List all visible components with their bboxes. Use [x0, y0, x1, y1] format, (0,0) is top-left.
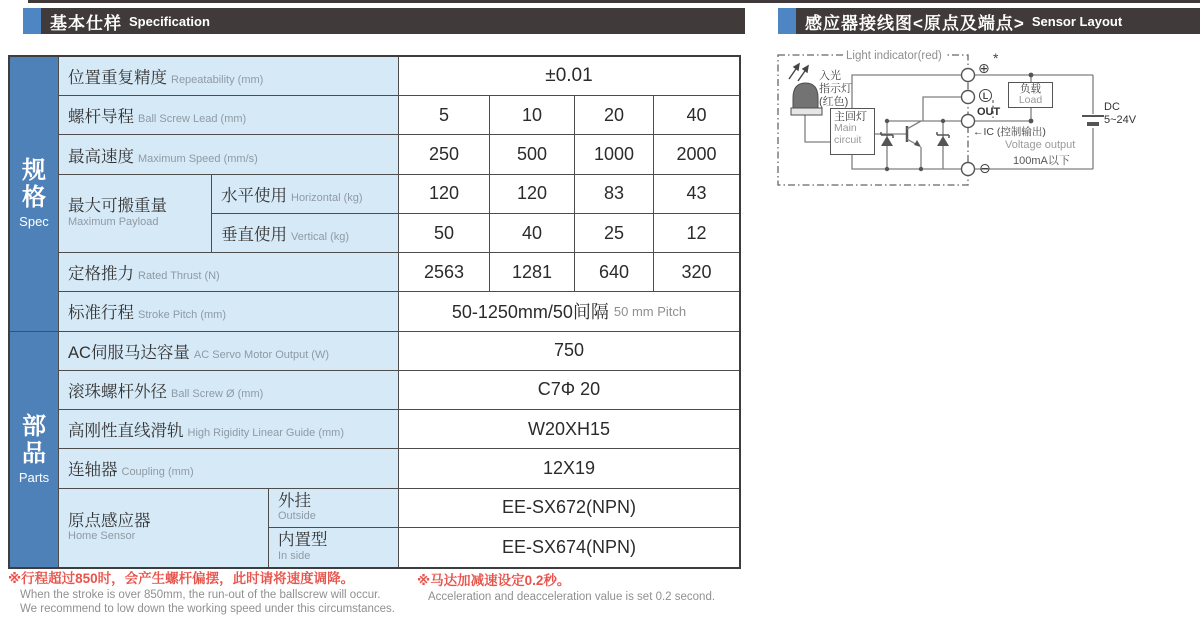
- header-accent-square: [778, 8, 796, 34]
- junction-dot: [941, 119, 945, 123]
- label-en: Outside: [278, 509, 316, 522]
- label-zh: 垂直使用: [221, 226, 287, 245]
- label-zh: 连轴器: [68, 461, 118, 480]
- spec-header-title-zh: 基本仕样: [50, 13, 122, 33]
- terminal-star-mark: *: [993, 50, 999, 66]
- sensor-inside-value: EE-SX674(NPN): [399, 528, 739, 567]
- label-en: Maximum Payload: [68, 215, 159, 228]
- label-zh: 内置型: [278, 531, 328, 550]
- junction-dot: [1029, 73, 1034, 78]
- speed-value-1: 250: [399, 135, 490, 174]
- label-en: High Rigidity Linear Guide (mm): [187, 427, 344, 440]
- row-horizontal-label: [212, 175, 399, 214]
- main-circuit-label-en2: circuit: [834, 133, 862, 146]
- label-en: Vertical (kg): [291, 231, 350, 244]
- terminal-l-circle: [962, 91, 975, 104]
- main-circuit-label-zh: 主回灯: [834, 111, 867, 123]
- sidebar-spec: [10, 57, 59, 332]
- label-en: Home Sensor: [68, 530, 136, 543]
- label-zh: 最高速度: [68, 147, 134, 166]
- sidebar-parts: [10, 332, 59, 567]
- light-indicator-label-en: Light indicator(red): [843, 50, 945, 62]
- row-linear-guide-label: [59, 410, 399, 449]
- linear-guide-value: W20XH15: [399, 410, 739, 449]
- note-acceleration-zh: ※马达加减速设定0.2秒。: [417, 573, 571, 588]
- label-zh: 位置重复精度: [68, 69, 167, 88]
- sensor-header-title-zh: 感应器接线图<原点及端点>: [805, 13, 1025, 33]
- terminal-minus-circle: [962, 163, 975, 176]
- speed-value-4: 2000: [654, 135, 739, 174]
- led-indicator-icon: [791, 83, 822, 115]
- row-max-speed-label: [59, 135, 399, 174]
- row-rated-thrust-label: [59, 253, 399, 292]
- label-zh: 标准行程: [68, 304, 134, 323]
- junction-dot: [885, 119, 889, 123]
- battery-icon: [1082, 116, 1104, 124]
- label-zh: 高刚性直线滑轨: [68, 422, 184, 441]
- junction-dot: [919, 167, 923, 171]
- dc-supply-label: [1104, 101, 1136, 127]
- stroke-value-zh: 50-1250mm/50间隔: [451, 302, 609, 323]
- speed-value-2: 500: [490, 135, 575, 174]
- sidebar-parts-label-en: Parts: [18, 469, 50, 485]
- lead-value-1: 5: [399, 96, 490, 135]
- current-limit-label: 100mA以下: [1013, 155, 1070, 167]
- repeatability-value: ±0.01: [399, 57, 739, 96]
- row-repeatability-label: [59, 57, 399, 96]
- label-zh: 水平使用: [221, 186, 287, 205]
- stroke-value-en: 50 mm Pitch: [613, 303, 687, 319]
- row-ball-screw-lead-label: [59, 96, 399, 135]
- voltage-output-label: Voltage output: [1005, 139, 1076, 151]
- note-acceleration-en: Acceleration and deacceleration value is set 0.2 second.: [428, 591, 716, 603]
- label-en: Rated Thrust (N): [138, 270, 220, 283]
- load-label-zh: 负载: [1020, 82, 1041, 95]
- lead-value-3: 20: [575, 96, 654, 135]
- light-indicator-zh-line1: 入光: [819, 70, 841, 82]
- label-zh: 外挂: [278, 491, 311, 510]
- load-label-en: Load: [1018, 94, 1043, 106]
- spec-table: [8, 55, 741, 569]
- row-sensor-outside-label: [269, 489, 399, 528]
- note-stroke-warning-en1: When the stroke is over 850mm, the run-out of the ballscrew will occur.: [20, 589, 381, 601]
- row-stroke-label: [59, 292, 399, 331]
- load-box: [1008, 82, 1053, 108]
- vertical-value-2: 40: [490, 214, 575, 253]
- light-indicator-label-zh: [819, 70, 852, 109]
- sidebar-parts-label-zh: 部品: [22, 412, 46, 467]
- row-servo-output-label: [59, 332, 399, 371]
- light-arrows-icon: [789, 64, 808, 81]
- terminal-l-symbol: L: [979, 89, 992, 102]
- speed-value-3: 1000: [575, 135, 654, 174]
- main-circuit-box: [830, 108, 875, 155]
- label-en: Ball Screw Ø (mm): [171, 387, 264, 400]
- row-ball-screw-dia-label: [59, 371, 399, 410]
- spec-section-header: [23, 8, 745, 34]
- transistor-icon: [907, 121, 921, 169]
- coupling-value: 12X19: [399, 449, 739, 488]
- terminal-out-label: OUT: [977, 106, 1001, 118]
- row-sensor-inside-label: [269, 528, 399, 567]
- label-zh: 螺杆导程: [68, 108, 134, 127]
- horizontal-value-3: 83: [575, 175, 654, 214]
- horizontal-value-1: 120: [399, 175, 490, 214]
- label-en: Horizontal (kg): [291, 191, 363, 204]
- label-en: AC Servo Motor Output (W): [193, 348, 330, 361]
- label-en: Coupling (mm): [121, 466, 194, 479]
- thrust-value-1: 2563: [399, 253, 490, 292]
- main-circuit-label-en1: Main: [834, 122, 857, 135]
- horizontal-value-4: 43: [654, 175, 739, 214]
- sidebar-spec-label-zh: 规格: [22, 157, 46, 212]
- label-zh: AC伺服马达容量: [68, 343, 190, 362]
- terminal-plus-symbol: ⊕: [978, 60, 990, 76]
- dc-range-label: 5~24V: [1104, 114, 1137, 127]
- label-zh: 原点感应器: [68, 511, 151, 530]
- terminal-plus-circle: [962, 69, 975, 82]
- sensor-section-header: [778, 8, 1200, 34]
- spec-header-title-en: Specification: [129, 13, 210, 29]
- row-coupling-label: [59, 449, 399, 488]
- label-en: Maximum Speed (mm/s): [138, 152, 258, 165]
- note-stroke-warning-zh: ※行程超过850时，会产生螺杆偏摆，此时请将速度调降。: [8, 571, 355, 586]
- label-en: Ball Screw Lead (mm): [138, 113, 247, 126]
- stroke-value: [399, 292, 739, 331]
- ic-output-label: ←IC (控制输出): [973, 126, 1046, 138]
- top-rule: [28, 0, 1200, 3]
- servo-output-value: 750: [399, 332, 739, 371]
- junction-dot: [885, 167, 889, 171]
- vertical-value-3: 25: [575, 214, 654, 253]
- sensor-outside-value: EE-SX672(NPN): [399, 489, 739, 528]
- label-en: In side: [278, 549, 311, 562]
- lead-value-2: 10: [490, 96, 575, 135]
- lead-value-4: 40: [654, 96, 739, 135]
- thrust-value-3: 640: [575, 253, 654, 292]
- row-home-sensor-label: [59, 489, 269, 567]
- thrust-value-4: 320: [654, 253, 739, 292]
- sensor-wiring-diagram: [775, 48, 1200, 208]
- sidebar-spec-label-en: Spec: [19, 214, 49, 230]
- junction-dot: [1029, 119, 1034, 124]
- label-en: Repeatability (mm): [171, 74, 264, 87]
- light-indicator-zh-line2: 指示灯: [819, 82, 852, 95]
- terminal-minus-symbol: ⊖: [979, 160, 991, 176]
- vertical-value-1: 50: [399, 214, 490, 253]
- thrust-value-2: 1281: [490, 253, 575, 292]
- dc-label: DC: [1104, 101, 1120, 113]
- header-accent-square: [23, 8, 41, 34]
- note-stroke-warning-en2: We recommend to low down the working speed under this circumstances.: [20, 603, 395, 615]
- row-vertical-label: [212, 214, 399, 253]
- ball-screw-dia-value: C7Φ 20: [399, 371, 739, 410]
- vertical-value-4: 12: [654, 214, 739, 253]
- sensor-header-title-en: Sensor Layout: [1031, 13, 1123, 29]
- row-max-payload-label: [59, 175, 212, 253]
- label-zh: 最大可搬重量: [68, 197, 167, 216]
- label-zh: 定格推力: [68, 265, 134, 284]
- label-zh: 滚珠螺杆外径: [68, 382, 167, 401]
- horizontal-value-2: 120: [490, 175, 575, 214]
- label-en: Stroke Pitch (mm): [138, 309, 227, 322]
- light-indicator-zh-line3: (红色): [819, 95, 849, 108]
